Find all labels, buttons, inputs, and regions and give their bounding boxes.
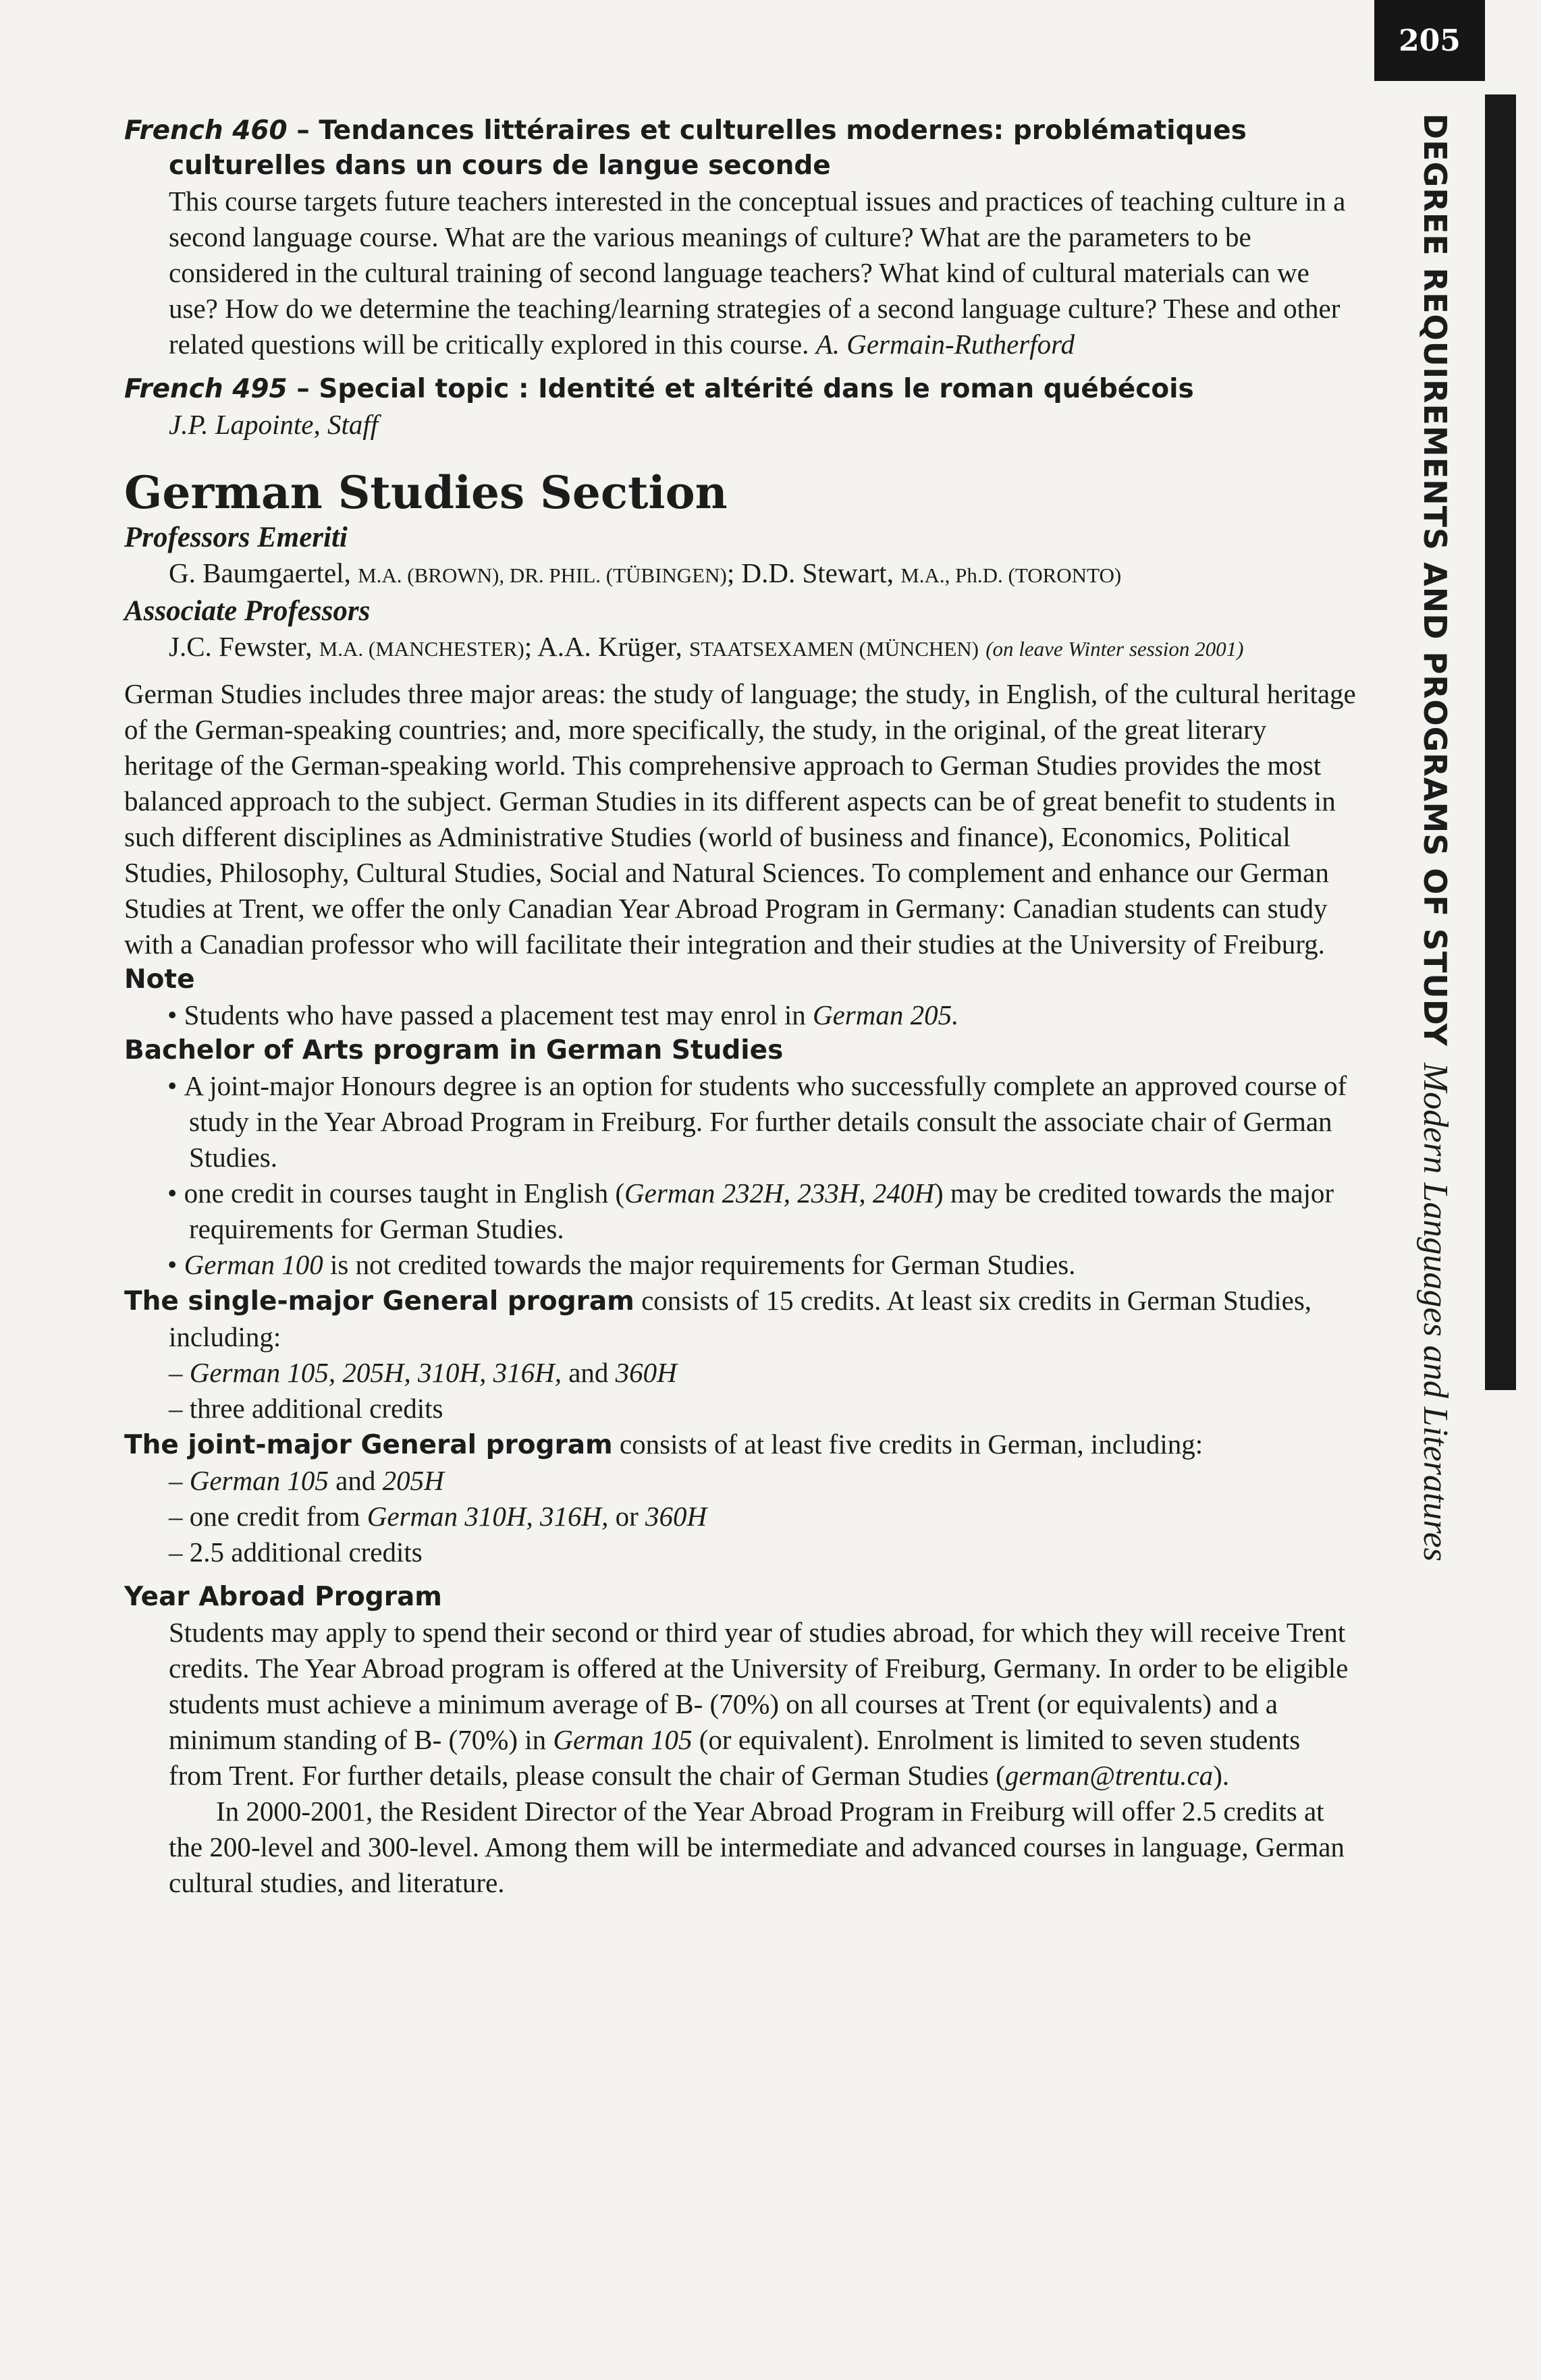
ba-item: • A joint-major Honours degree is an option for students who successfully complete an approved course of study in the Year Abroad Program in Freiburg. For further details consult the associate chair of German Studies. (167, 1070, 1347, 1173)
intro-paragraph: German Studies includes three major areas: the study of language; the study, in English, of the cultural heritage of the German-speaking countries; and, more specifically, the study, in the original, of the great literary heritage of the German-speaking world. This comprehensive approach to German Studies provides the most balanced approach to the subject. German Studies in its different aspects can be of great benefit to students in such different disciplines as Administrative Studies (world of business and finance), Economics, Political Studies, Philosophy, Cultural Studies, Social and Natural Sciences. To complement and enhance our German Studies at Trent, we offer the only Canadian Year Abroad Program in Germany: Canadian students can study with a Canadian professor who will facilitate their integration and their studies at the University of Freiburg. (124, 678, 1356, 960)
thumb-index-bar (1485, 94, 1516, 1390)
faculty-degree: STAATSEXAMEN (MÜNCHEN) (689, 637, 979, 661)
program-text: consists of 15 credits. At least six credits in German Studies, including: (169, 1285, 1312, 1352)
associate-list (124, 629, 1359, 667)
program-heading: The joint-major General program (124, 1430, 613, 1460)
requirement-text: and (328, 1465, 383, 1496)
course-instructor: J.P. Lapointe, Staff (169, 409, 379, 440)
requirement-item: – one credit from German 310H, 316H, or 360H (169, 1501, 707, 1532)
running-head-minor: Modern Languages and Literatures (1416, 1062, 1455, 1561)
ba-courses: German 232H, 233H, 240H (624, 1178, 934, 1209)
course-code: French 460 (124, 115, 288, 146)
course-instructor: A. Germain-Rutherford (815, 329, 1075, 360)
running-head-major: DEGREE REQUIREMENTS AND PROGRAMS OF STUDY (1417, 113, 1453, 1047)
course-sep: – (287, 115, 319, 146)
requirement-text: 2.5 additional credits (189, 1537, 423, 1568)
requirement-courses: German 310H, 316H, (367, 1501, 609, 1532)
requirement-text: or (608, 1501, 645, 1532)
faculty-name: ; D.D. Stewart, (726, 557, 901, 588)
course-description (124, 184, 1359, 362)
course-french-460 (124, 113, 1359, 362)
single-major-program (124, 1283, 1359, 1355)
faculty-name: ; A.A. Krüger, (524, 631, 690, 662)
emeriti-list (124, 555, 1359, 593)
section-title: German Studies Section (124, 466, 728, 519)
page-number: 205 (1374, 0, 1485, 81)
faculty-degree: M.A. (BROWN), DR. PHIL. (TÜBINGEN) (358, 563, 727, 587)
associate-heading: Associate Professors (124, 595, 371, 627)
requirement-courses: German 105, 205H, 310H, 316H, (189, 1357, 562, 1388)
faculty-degree: M.A. (MANCHESTER) (319, 637, 524, 661)
program-text: consists of at least five credits in German, including: (612, 1429, 1204, 1460)
year-abroad-course: German 105 (553, 1724, 693, 1755)
requirement-item: – three additional credits (169, 1393, 443, 1424)
course-sep: – (287, 374, 319, 404)
course-heading (124, 113, 1359, 184)
ba-course: German 100 (184, 1249, 323, 1280)
requirement-text: one credit from (189, 1501, 367, 1532)
course-french-495 (124, 372, 1359, 443)
note-course: German 205. (812, 999, 959, 1030)
requirement-courses: 205H (382, 1465, 444, 1496)
year-abroad-paragraph: In 2000-2001, the Resident Director of the Year Abroad Program in Freiburg will offer 2.5 credits at the 200-level and 300-level. Among them will be intermediate and advanced courses in language, German cultural studies, and literature. (169, 1796, 1345, 1898)
ba-text: ) may be credited towards the major requirements for German Studies. (189, 1178, 1334, 1244)
requirement-text: and (561, 1357, 616, 1388)
requirement-courses: German 105 (189, 1465, 329, 1496)
requirement-item: – 2.5 additional credits (169, 1537, 423, 1568)
note-text: Students who have passed a placement test may enrol in (184, 999, 813, 1030)
requirement-item: – German 105, 205H, 310H, 316H, and 360H (169, 1357, 677, 1388)
course-code: French 495 (124, 374, 288, 404)
ba-item: • German 100 is not credited towards the major requirements for German Studies. (167, 1249, 1076, 1280)
note-heading: Note (124, 964, 195, 995)
faculty-degree: M.A., Ph.D. (TORONTO) (900, 563, 1122, 587)
requirement-courses: 360H (615, 1357, 677, 1388)
course-title: Special topic : Identité et altérité dans le roman québécois (319, 374, 1194, 404)
requirement-item: – German 105 and 205H (169, 1465, 444, 1496)
emeriti-heading: Professors Emeriti (124, 522, 348, 553)
faculty-name: G. Baumgaertel, (169, 557, 358, 588)
contact-email: german@trentu.ca (1004, 1760, 1214, 1791)
program-heading: The single-major General program (124, 1286, 634, 1317)
leave-note: (on leave Winter session 2001) (985, 637, 1244, 661)
year-abroad-text: Students may apply to spend their second or third year of studies abroad, for which they will receive Trent credits. The Year Abroad program is offered at the University of Freiburg, Germany. In order to be eligible students must achieve a minimum average of B- (70%) on all courses at Trent (or equivalents) and a minimum standing of B- (70%) in (169, 1617, 1349, 1755)
course-title: Tendances littéraires et culturelles modernes: problématiques culturelles dans un cours de langue seconde (169, 115, 1247, 181)
page-content (124, 113, 1359, 1901)
ba-heading: Bachelor of Arts program in German Studies (124, 1035, 784, 1066)
year-abroad-paragraph (124, 1615, 1359, 1794)
course-heading (124, 372, 1359, 407)
faculty-name: J.C. Fewster, (169, 631, 319, 662)
ba-text: is not credited towards the major requirements for German Studies. (323, 1249, 1076, 1280)
description-text: This course targets future teachers interested in the conceptual issues and practices of teaching culture in a second language course. What are the various meanings of culture? What are the parameters to be considered in the cultural training of second language teachers? What kind of cultural materials can we use? How do we determine the teaching/learning strategies of a second language culture? These and other related questions will be critically explored in this course. (169, 186, 1346, 360)
requirement-text: three additional credits (189, 1393, 443, 1424)
note-item: • Students who have passed a placement test may enrol in German 205. (167, 999, 959, 1030)
joint-major-program (124, 1427, 1359, 1463)
ba-text: one credit in courses taught in English ( (184, 1178, 625, 1209)
running-head-vertical (1415, 113, 1455, 1561)
ba-text: A joint-major Honours degree is an option for students who successfully complete an approved course of study in the Year Abroad Program in Freiburg. For further details consult the associate chair of German Studies. (184, 1070, 1347, 1173)
year-abroad-text: (or equivalent). Enrolment is limited to seven students from Trent. For further details, please consult the chair of German Studies ( (169, 1724, 1301, 1791)
ba-item: • one credit in courses taught in English (German 232H, 233H, 240H) may be credited towards the major requirements for German Studies. (167, 1178, 1334, 1244)
year-abroad-text: ). (1213, 1760, 1230, 1791)
requirement-courses: 360H (645, 1501, 707, 1532)
year-abroad-heading: Year Abroad Program (124, 1582, 442, 1612)
